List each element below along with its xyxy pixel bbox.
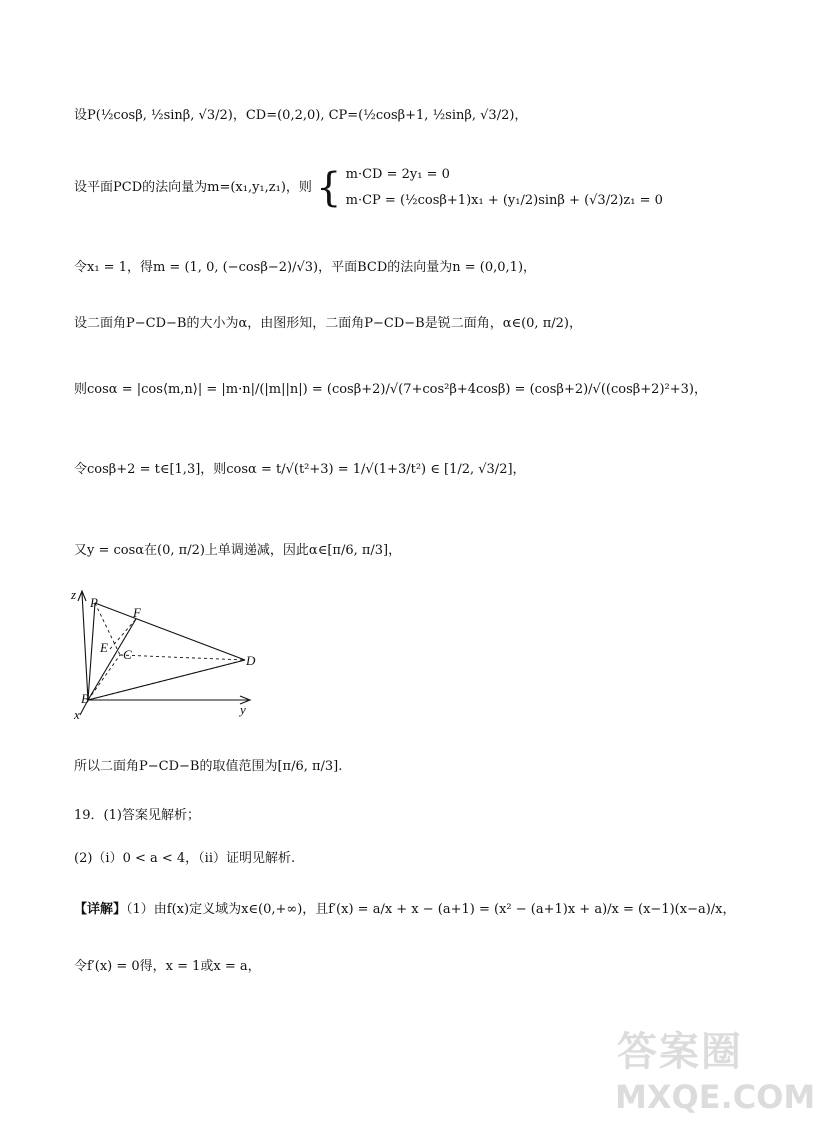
line-2 bbox=[74, 162, 663, 222]
brace-symbol: { bbox=[316, 165, 342, 211]
line-8 bbox=[74, 757, 342, 777]
label-D: D bbox=[246, 653, 256, 668]
line-9 bbox=[74, 806, 200, 826]
watermark-top-text: 答案圈 bbox=[617, 1029, 743, 1075]
line-5-text: 则cosα = |cos⟨m,n⟩| = |m·n|/(|m||n|) = (cosβ+2)/√(7+cos²β+4cosβ) = (cosβ+2)/√((cosβ+2)²+3)， bbox=[74, 382, 707, 397]
watermark bbox=[615, 1020, 815, 1120]
pyramid-figure bbox=[68, 585, 268, 725]
line-2-prefix: 设平面PCD的法向量为m=(x₁,y₁,z₁)，则 bbox=[74, 180, 312, 195]
line-8-text: 所以二面角P−CD−B的取值范围为[π/6, π/3]. bbox=[74, 759, 343, 774]
line-10 bbox=[74, 849, 295, 869]
label-z: z bbox=[71, 587, 77, 602]
label-E: E bbox=[100, 640, 108, 655]
line-4-text: 设二面角P−CD−B的大小为α，由图形知，二面角P−CD−B是锐二面角，α∈(0, π/2)， bbox=[74, 316, 582, 331]
equation-2: m·CP = (½cosβ+1)x₁ + (y₁/2)sinβ + (√3/2)z₁ = 0 bbox=[345, 193, 663, 208]
label-B: B bbox=[81, 691, 89, 706]
line-11-text: （1）由f(x)定义域为x∈(0,+∞)，且f′(x) = a/x + x − (a+1) = (x² − (a+1)x + a)/x = (x−1)(x−a)/x， bbox=[126, 902, 736, 917]
label-F: F bbox=[133, 605, 141, 620]
line-6-text: 令cosβ+2 = t∈[1,3]，则cosα = t/√(t²+3) = 1/√(1+3/t²) ∈ [1/2, √3/2]， bbox=[74, 462, 526, 477]
line-7 bbox=[74, 541, 401, 561]
equation-system bbox=[346, 162, 663, 214]
line-3 bbox=[74, 258, 536, 278]
z-axis bbox=[82, 593, 88, 700]
line-1 bbox=[74, 106, 527, 126]
edge-PD bbox=[95, 603, 245, 660]
watermark-bottom-text: MXQE.COM bbox=[615, 1078, 815, 1116]
equation-1: m·CD = 2y₁ = 0 bbox=[345, 167, 450, 182]
detail-tag: 【详解】 bbox=[74, 902, 127, 917]
label-C: C bbox=[123, 647, 132, 662]
line-12-text: 令f′(x) = 0得，x = 1或x = a， bbox=[74, 959, 261, 974]
line-4 bbox=[74, 314, 582, 334]
line-3-text: 令x₁ = 1，得m = (1, 0, (−cosβ−2)/√3)，平面BCD的法向量为n = (0,0,1)， bbox=[74, 260, 537, 275]
label-y: y bbox=[240, 702, 246, 717]
line-7-text: 又y = cosα在(0, π/2)上单调递减，因此α∈[π/6, π/3]， bbox=[74, 543, 402, 558]
edge-PB bbox=[88, 603, 95, 700]
line-11 bbox=[74, 900, 736, 920]
line-9-text: 19．(1)答案见解析； bbox=[74, 808, 200, 823]
label-P: P bbox=[90, 595, 98, 610]
edge-CD bbox=[120, 655, 245, 660]
line-10-text: (2)（i）0 < a < 4，（ii）证明见解析. bbox=[74, 851, 296, 866]
line-1-text: 设P(½cosβ, ½sinβ, √3/2)，CD=(0,2,0), CP=(½cosβ+1, ½sinβ, √3/2)， bbox=[74, 108, 528, 123]
line-6 bbox=[74, 460, 526, 480]
line-12 bbox=[74, 957, 261, 977]
edge-EF bbox=[110, 619, 136, 649]
line-5 bbox=[74, 380, 707, 400]
label-x: x bbox=[74, 707, 80, 722]
